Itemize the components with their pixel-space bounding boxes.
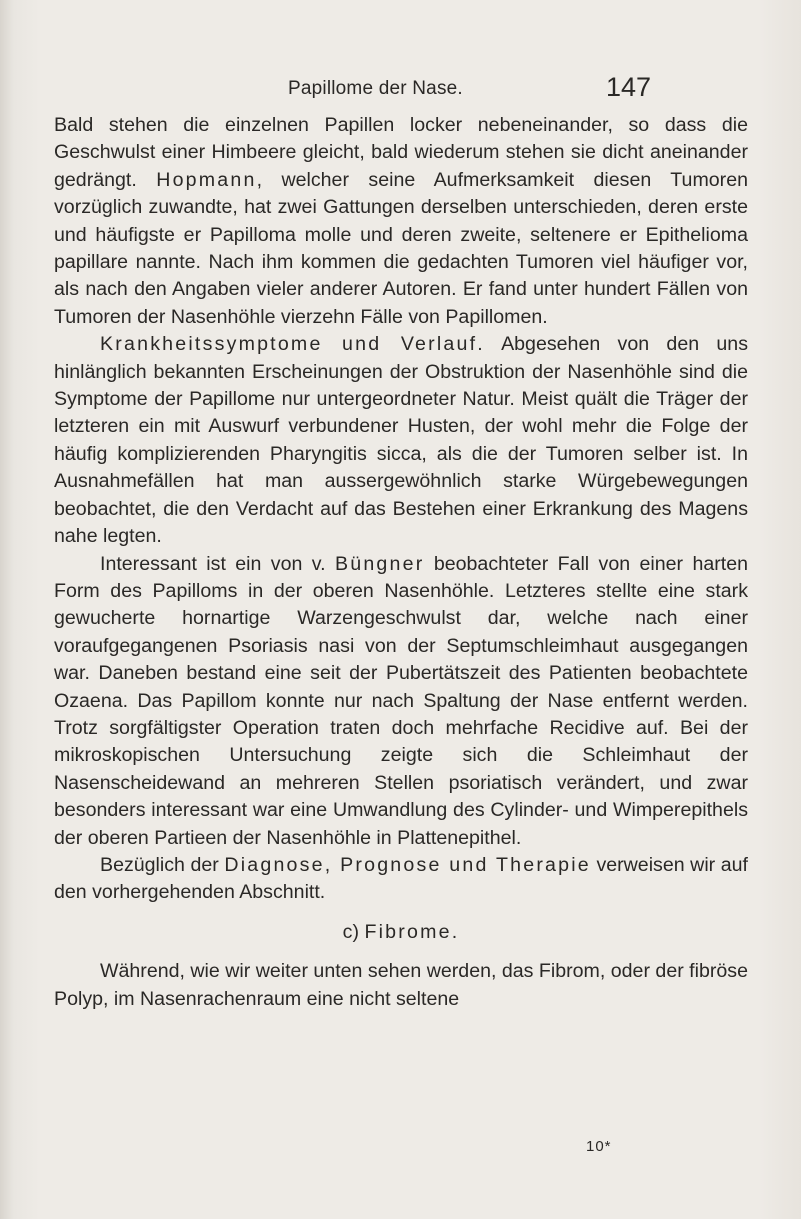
inline-terms-diagnosis: Diagnose, Prognose und Therapie [224,853,591,876]
body-text [54,112,748,1013]
author-name-hopmann: Hopmann [156,168,257,191]
paragraph-2 [54,331,748,550]
paragraph-5 [54,958,748,1013]
paragraph-1 [54,112,748,331]
paragraph-3 [54,551,748,852]
paragraph-4-start: Bezüglich der [100,853,219,876]
paragraph-3-start: Interessant ist ein von v. [100,552,326,575]
page-number: 147 [606,72,652,102]
section-heading [54,919,748,946]
paragraph-3-rest: beobachteter Fall von einer harten Form des Papilloms in der oberen Nasenhöhle. Letzteres stellte eine stark gewucherte hornartige Warzengeschwulst dar, welche nach einer voraufgegangenen Psoriasis nasi von der Septumschleimhaut ausgegangen war. Daneben bestand eine seit der Pubertätszeit des Patienten beobachtete Ozaena. Das Papillom konnte nur nach Spaltung der Nase entfernt werden. Trotz sorgfältigster Operation traten doch mehrfache Recidive auf. Bei der mikroskopischen Untersuchung zeigte sich die Schleimhaut der Nasenscheidewand an mehreren Stellen psoriatisch verändert, und zwar besonders interessant war eine Umwandlung des Cylinder- und Wimperepithels der oberen Partieen der Nasenhöhle in Plattenepithel. [54,552,749,849]
author-name-buengner: Büngner [334,552,425,575]
paragraph-1-text: Bald stehen die einzelnen Papillen locker nebeneinander, so dass die Geschwulst einer Himbeere gleicht, bald wiederum stehen sie dicht aneinander gedrängt. [54,114,748,191]
paragraph-2-rest: Abgesehen von den uns hinlänglich bekannten Erscheinungen der Obstruktion der Nasenhöhle sind die Symptome der Papillome nur untergeordneter Natur. Meist quält die Träger der letzteren ein mit Auswurf verbundener Husten, der wohl mehr die Folge der häufig komplizierenden Pharyngitis sicca, als die der Tumoren selber ist. In Ausnahmefällen hat man aussergewöhnlich starke Würgebewegungen beobachtet, die den Verdacht auf das Bestehen einer Erkrankung des Magens nahe legten. [54,333,748,548]
running-title: Papillome der Nase. [288,78,463,99]
paragraph-5-text: Während, wie wir weiter unten sehen werden, das Fibrom, oder der fibröse Polyp, im Nasenrachenraum eine nicht seltene [54,960,748,1010]
signature-mark: 10* [586,1138,612,1155]
paragraph-1-rest: , welcher seine Aufmerksamkeit diesen Tumoren vorzüglich zuwandte, hat zwei Gattungen derselben unterschieden, deren erste und häufigste er Papilloma molle und deren zweite, seltenere er Epithelioma papillare nannte. Nach ihm kommen die gedachten Tumoren viel häufiger vor, als nach den Angaben vieler anderer Autoren. Er fand unter hundert Fällen von Tumoren der Nasenhöhle vierzehn Fälle von Papillomen. [54,168,748,328]
page-header [0,72,801,106]
paragraph-4-rest: verweisen wir auf den vorhergehenden Abschnitt. [54,853,748,904]
inline-heading-symptoms: Krankheitssymptome und Verlauf. [100,333,485,356]
section-title: Fibrome. [364,920,460,943]
paragraph-4 [54,852,748,907]
section-label: c) [342,920,359,943]
